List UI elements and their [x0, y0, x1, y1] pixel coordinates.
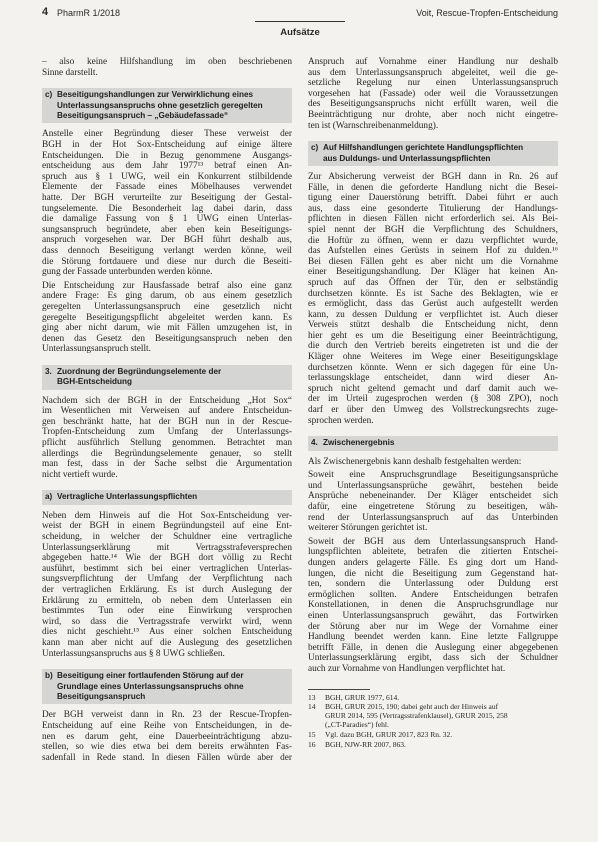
text-line: lungen, die nicht die Beseitigung zum Gegenstand hat-: [308, 568, 558, 579]
text-line: des Beseitigungsanspruchs nicht erfüllt waren, weil die: [308, 99, 558, 110]
text-line: kann, zu dessen Duldung er verpflichtet ist. Auch dieser: [308, 309, 558, 320]
text-line: die Hoftür zu öffnen, wenn er dazu verpflichtet wurde,: [308, 235, 558, 246]
text-line: auch zur Vornahme von Handlungen verpflichtet hat.: [308, 663, 506, 674]
text-line: Neben dem Hinweis auf die Hot Sox-Entscheidung ver-: [42, 510, 292, 521]
text-line: der vertraglichen Erklärung. Es ist durch Auslegung der: [42, 585, 292, 595]
heading-line: Beseitigungsanspruch – „Gebäudefassade“: [57, 111, 229, 120]
text-line: dies nicht geschieht.¹⁵ Aus einer solchen Entscheidung: [42, 627, 292, 638]
footnote-line: GRUR 2014, 595 (Vertragsstrafenklausel), GRUR 2015, 258: [325, 711, 508, 721]
heading-number: b): [45, 671, 53, 681]
text-line: terlassungsklage entscheidet, dann wird dieser An-: [308, 373, 558, 384]
right-column: [308, 57, 558, 751]
section-label: Aufsätze: [255, 21, 345, 38]
text-line: Anstelle einer Begründung dieser These verweist der: [42, 129, 292, 140]
text-line: pflicht ausführlich Stellung genommen. Betrachtet man: [42, 438, 292, 449]
heading-line: Grundlage eines Unterlassungsanspruchs ohne: [57, 681, 244, 691]
text-line: tigung einer Dauerstörung betrifft. Dabei führt er auch: [308, 193, 558, 204]
text-line: spruch nicht geltend gemacht und darf damit auch we-: [308, 383, 558, 394]
heading-line: aus Duldungs- und Unterlassungspflichten: [323, 153, 491, 163]
text-line: Soweit der BGH aus dem Unterlassungsanspruch Hand-: [308, 536, 558, 547]
text-line: weist der BGH in einem Begründungsteil auf eine Ent-: [42, 521, 292, 532]
text-line: nicht vertieft wurde.: [42, 469, 118, 480]
paragraph: [42, 511, 292, 659]
heading-line: Vertragliche Unterlassungspflichten: [57, 492, 198, 502]
text-line: sadenfall in Rede stand. In diesen Fällen würde aber der: [42, 752, 292, 763]
footnote-text: [325, 694, 399, 703]
left-column: [42, 57, 292, 763]
text-line: im Wesentlichen mit Verweisen auf andere Entscheidun-: [42, 406, 292, 417]
text-line: Entscheidungen. Die in Bezug genommene Ausgangs-: [42, 150, 292, 161]
footnote-line: BGH, NJW-RR 2007, 863.: [325, 740, 406, 750]
text-line: ten ist (Warnschreibenanmeldung).: [308, 120, 439, 131]
text-line: Unterlassungsanspruch stellt.: [42, 344, 151, 355]
text-line: sungsanspruch begründete, aber eben kein Beseitigungs-: [42, 224, 292, 235]
text-line: Beeinträchtigung nur drohte, aber noch nicht eingetre-: [308, 109, 558, 120]
heading-title: [57, 367, 221, 388]
text-line: die durch den Vertrieb bereits eingetreten ist und die der: [308, 341, 558, 352]
text-line: Als Zwischenergebnis kann deshalb festgehalten werden:: [308, 456, 522, 467]
text-line: Erklärung zu ermitteln, ob neben dem Unterlassen ein: [42, 595, 292, 606]
text-line: Sinne darstellt.: [42, 67, 98, 78]
text-line: der Störung aber nur im Wege der Vornahme einer: [308, 621, 558, 632]
text-line: Soweit eine Anspruchsgrundlage Beseitigungsansprüche: [308, 470, 558, 481]
text-line: kann man aber nicht auf die Auslegung des gesetzlichen: [42, 637, 292, 648]
section-heading: [42, 365, 292, 390]
text-line: spruch auf das Öffnen der Tür, den er selbständig: [308, 277, 558, 288]
text-line: Tropfen-Entscheidung zum Umfang der Unterlassungs-: [42, 427, 292, 438]
section-heading: [42, 490, 292, 504]
text-line: wird, so dass die Vertragsstrafe verwirkt wird, wenn: [42, 616, 292, 627]
text-line: setzliche Regelung nur einen Unterlassungsanspruch: [308, 78, 558, 89]
text-line: spiel nennt der BGH die Verpflichtung des Schuldners,: [308, 224, 558, 235]
paragraph: [308, 172, 558, 426]
text-line: BGH in der Hot Sox-Entscheidung auf einige ältere: [42, 140, 292, 150]
heading-number: 4.: [311, 438, 318, 448]
text-line: spruch aus § 1 UWG, weil ein Konkurrent stilbildende: [42, 171, 292, 182]
text-line: Der BGH verweist dann in Rn. 23 der Rescue-Tropfen-: [42, 710, 292, 721]
text-line: es ermöglicht, dass das Gerüst auch aufgestellt werden: [308, 299, 558, 310]
heading-line: Unterlassungsanspruchs ohne gesetzlich geregelten: [57, 100, 263, 110]
text-line: tungselemente. Die Besonderheit lag dabei darin, dass: [42, 203, 292, 214]
text-line: sungsverpflichtung der Umfang der Verpflichtung nach: [42, 574, 292, 585]
footnote: [308, 741, 558, 750]
footnotes: [308, 689, 558, 750]
heading-title: [323, 438, 394, 448]
text-line: dungen anders gelagerte Fälle. Es ging dort um Hand-: [308, 557, 558, 568]
text-line: dafür, eine eingetretene Störung zu beseitigen, wäh-: [308, 502, 558, 512]
heading-title: [57, 671, 244, 702]
text-line: darf er über den Umweg des Vollstreckungsrechts zuge-: [308, 405, 558, 416]
footnote: [308, 703, 558, 730]
text-line: Bei diesen Fällen geht es aber nicht um die Vornahme: [308, 256, 558, 267]
text-line: sprochen werden.: [308, 415, 374, 426]
text-line: Kläger ohne Weiteres im Wege einer Beseitigungsklage: [308, 352, 558, 363]
text-line: Unterlassungserklärung mit Vertragsstrafeversprechen: [42, 542, 292, 553]
paragraph: [42, 281, 292, 355]
text-line: Unterlassungsanspruchs aus § 8 UWG schließen.: [42, 648, 225, 659]
text-line: denen das Gesetz den Beseitigungsanspruch neben den: [42, 333, 292, 344]
text-line: geregelte Beseitigungspflicht abgeleitet werden kann. Es: [42, 312, 292, 323]
footnote-line: BGH, GRUR 2015, 190; dabei geht auch der Hinweis auf: [325, 702, 499, 712]
text-line: Entscheidung auf eine Reihe von Entscheidungen, in de-: [42, 720, 292, 731]
text-line: Nachdem sich der BGH in der Entscheidung „Hot Sox“: [42, 395, 292, 406]
text-line: und Unterlassungsansprüche gewährt, bestehen beide: [308, 480, 558, 491]
heading-line: BGH-Entscheidung: [57, 377, 133, 387]
text-line: stellen, so wie dies etwa bei dem bereits erwähnten Fas-: [42, 742, 292, 753]
footnote: [308, 694, 558, 703]
footnote-text: [325, 703, 508, 730]
text-line: scheidung, in welcher der Schuldner eine vertragliche: [42, 532, 292, 543]
heading-number: c): [311, 143, 319, 153]
text-line: hatte. Der BGH verurteilte zur Beseitigung der Gestal-: [42, 192, 292, 203]
text-line: aus dem Unterlassungsanspruch abgeleitet, weil die ge-: [308, 67, 558, 78]
heading-line: Auf Hilfshandlungen gerichtete Handlungspflichten: [323, 143, 524, 153]
text-line: dass dennoch Beseitigung verlangt werden könne, weil: [42, 245, 292, 256]
text-line: pflichten in diesen Fällen nicht erforderlich sei. Als Bei-: [308, 214, 558, 225]
footnote-number: 15: [308, 730, 316, 740]
paragraph: [42, 710, 292, 763]
paragraph: [308, 57, 558, 131]
paragraph: [308, 470, 558, 534]
footnote-number: 16: [308, 740, 316, 750]
section-heading: [308, 141, 558, 166]
heading-line: Beseitigungshandlungen zur Verwirklichung eines: [57, 90, 254, 100]
text-line: Die Entscheidung zur Hausfassade betraf also eine ganz: [42, 280, 292, 291]
text-line: Zur Absicherung verweist der BGH dann in Rn. 26 auf: [308, 171, 558, 182]
section-heading: [42, 669, 292, 704]
heading-number: a): [45, 492, 53, 502]
heading-title: [57, 90, 263, 121]
text-line: ging aber nicht darum, wie mit Fällen umzugehen ist, in: [42, 323, 292, 334]
text-line: nen es darum geht, eine Dauerbeeinträchtigung abzu-: [42, 731, 292, 742]
text-line: entscheidung aus dem Jahr 1977¹³ betraf einen An-: [42, 161, 292, 172]
footnote-line: („CT-Paradies“) fehl.: [325, 720, 389, 730]
text-line: hier geht es um die Beseitigung einer Beeinträchtigung,: [308, 330, 558, 341]
text-line: Verweis stützt deshalb die Entscheidung nicht, denn: [308, 320, 558, 331]
text-line: Unterlassungserklärung ergibt, dass sich der Schuldner: [308, 653, 558, 664]
text-line: Handlung beendet werden kann. Eine letzte Fallgruppe: [308, 632, 558, 643]
text-line: bestimmtes Tun oder eine Einwirkung versprochen: [42, 606, 292, 617]
text-line: ten, sondern die Unterlassung oder Duldung erst: [308, 579, 558, 590]
text-line: der im Urteil zugesprochen werden (§ 308 ZPO), noch: [308, 394, 558, 405]
heading-number: 3.: [45, 366, 52, 376]
text-line: allerdings die Begründungselemente genauer, so stellt: [42, 448, 292, 459]
text-line: – also keine Hilfshandlung im oben beschriebenen: [42, 57, 292, 67]
text-line: das Aufstellen eines Gerüsts in seinem Hof zu dulden.¹⁶: [308, 246, 558, 257]
text-line: abgegeben hatte.¹⁴ Wie der BGH dort völlig zu Recht: [42, 553, 292, 564]
heading-line: Beseitigung einer fortlaufenden Störung auf der: [57, 671, 244, 681]
footnote-text: [325, 741, 406, 750]
running-title: Voit, Rescue-Tropfen-Entscheidung: [416, 8, 558, 18]
text-line: ausführt, bestimmt sich bei einer vertraglichen Unterlas-: [42, 563, 292, 574]
footnote-number: 14: [308, 702, 316, 712]
page-number: 4: [42, 6, 49, 18]
heading-line: Zuordnung der Begründungselemente der: [57, 366, 222, 376]
text-line: gen beschränkt hatte, hat der BGH nun in der Rescue-: [42, 416, 292, 427]
heading-title: [57, 492, 197, 502]
text-line: Fälle, in denen die geforderte Handlung nicht die Besei-: [308, 182, 558, 193]
text-line: ermöglichen sollten. Andere Entscheidungen betrafen: [308, 589, 558, 600]
text-line: Ansprüche nebeneinander. Der Kläger entscheidet sich: [308, 491, 558, 502]
heading-number: c): [45, 90, 53, 100]
text-line: andere Frage: Es ging darum, ob aus einem gesetzlich: [42, 291, 292, 302]
text-line: gung der Fassade unterbunden werden könne.: [42, 267, 213, 278]
heading-title: [323, 143, 523, 164]
footnote-number: 13: [308, 692, 316, 702]
text-line: geregelten Unterlassungsanspruch eine gesetzlich nicht: [42, 301, 292, 312]
text-line: aus, dass eine gesonderte Titulierung der Handlungs-: [308, 203, 558, 214]
text-line: einer Beseitigungshandlung. Der Kläger hat keinen An-: [308, 267, 558, 278]
text-line: die Störung fortdauere und diese nur durch die Beseiti-: [42, 256, 292, 267]
footnote: [308, 731, 558, 740]
text-line: Anspruch auf Vornahme einer Handlung nur deshalb: [308, 57, 558, 67]
text-line: Konstellationen, in denen die Anspruchsgrundlage nur: [308, 600, 558, 611]
text-line: rend der Unterlassungsanspruch auf das Unterbinden: [308, 512, 558, 523]
heading-line: Zwischenergebnis: [323, 438, 395, 448]
section-heading: [308, 436, 558, 450]
footnote-text: [325, 731, 452, 740]
paragraph: [308, 537, 558, 675]
text-line: vorgesehen hat (Fassade) oder weil die Voraussetzungen: [308, 88, 558, 99]
text-line: durchsetzen könnte. Wenn er sich dagegen für eine Un-: [308, 362, 558, 373]
heading-line: Beseitigungsanspruch: [57, 691, 146, 701]
footnote-line: Vgl. dazu BGH, GRUR 2017, 823 Rn. 32.: [325, 730, 453, 740]
paragraph: [42, 129, 292, 277]
text-line: betrifft Fälle, in denen die Auslegung einer abgegebenen: [308, 642, 558, 653]
paragraph: [42, 396, 292, 481]
journal-issue: PharmR 1/2018: [57, 8, 121, 18]
paragraph: [308, 457, 558, 468]
text-line: einen Unterlassungsanspruch gewährt, das Fortwirken: [308, 610, 558, 621]
text-line: Elemente der Fassade eines Möbelhauses verwendet: [42, 182, 292, 193]
text-line: lungspflichten ableitete, betrafen die zitierten Entschei-: [308, 547, 558, 558]
text-line: man fest, dass in der Sache selbst die Argumentation: [42, 459, 292, 470]
text-line: die damalige Fassung von § 1 UWG einen Unterlas-: [42, 214, 292, 225]
text-line: weiterer Störungen gerichtet ist.: [308, 523, 428, 534]
text-line: durchsetzen könnte. Es ist Sache des Beklagten, wie er: [308, 288, 558, 299]
section-heading: [42, 88, 292, 123]
text-line: anspruch vorgesehen war. Der BGH führt deshalb aus,: [42, 235, 292, 246]
footnote-line: BGH, GRUR 1977, 614.: [325, 692, 400, 702]
paragraph: [42, 57, 292, 78]
